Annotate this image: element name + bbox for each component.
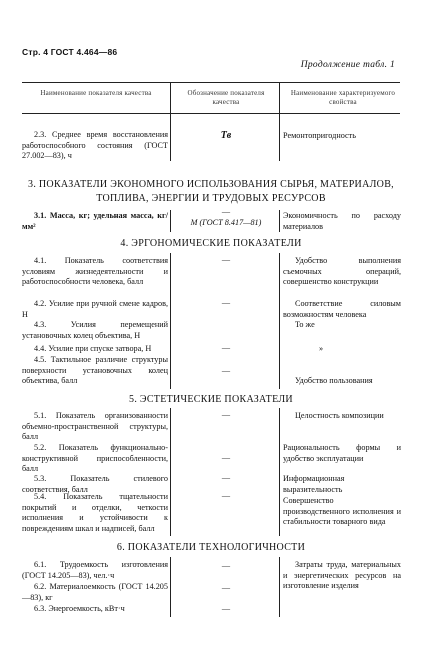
row-4-1-designation: — — [221, 255, 231, 264]
section-6-property: Затраты труда, материальных и энергетических ресурсов на изготовление изделия — [283, 560, 401, 591]
row-4-4-name: 4.4. Усилие при спуске затвора, Н — [34, 344, 152, 353]
row-4-2-designation: — — [221, 298, 231, 307]
section-3-title: 3. ПОКАЗАТЕЛИ ЭКОНОМНОГО ИСПОЛЬЗОВАНИЯ СЫРЬЯ, МАТЕРИАЛОВ, ТОПЛИВА, ЭНЕРГИИ И ТРУДОВЫХ РЕСУРСОВ — [28, 179, 394, 204]
row-5-1-name: 5.1. Показатель организованности объемно-пространственной структуры, балл — [22, 411, 168, 442]
column-divider — [279, 253, 280, 389]
column-divider — [170, 253, 171, 389]
row-4-3-property: То же — [295, 320, 315, 329]
column-header-designation: Обозначение показателя качества — [187, 89, 265, 106]
row-5-2-name: 5.2. Показатель функционально-конструктивной приспособленности, балл — [22, 443, 168, 474]
row-4-3-name: 4.3. Усилия перемещений установочных колец объектива, Н — [22, 320, 168, 340]
row-4-1-name: 4.1. Показатель соответствия условиям жизнедеятельности и работоспособности человека, балл — [22, 256, 168, 287]
column-divider — [279, 408, 280, 536]
column-divider — [170, 113, 171, 161]
row-2-3-property: Ремонтопригодность — [283, 131, 356, 140]
column-divider — [279, 557, 280, 617]
table-top-rule — [22, 82, 400, 83]
row-6-2-name: 6.2. Материалоемкость (ГОСТ 14.205—83), кг — [22, 582, 168, 602]
row-5-1-designation: — — [221, 410, 231, 419]
row-3-1-dash: — — [221, 207, 231, 216]
row-4-4-property: » — [319, 344, 324, 353]
row-5-2-designation: — — [221, 453, 231, 462]
section-6-title: 6. ПОКАЗАТЕЛИ ТЕХНОЛОГИЧНОСТИ — [116, 542, 306, 553]
column-header-property: Наименование характеризуемого свойства — [290, 89, 396, 106]
row-6-1-designation: — — [221, 561, 231, 570]
section-5-title: 5. ЭСТЕТИЧЕСКИЕ ПОКАЗАТЕЛИ — [129, 394, 293, 405]
row-5-4-property: Совершенство производственного исполнения и стабильности товарного вида — [283, 496, 401, 527]
row-4-4-designation: — — [221, 343, 231, 352]
row-6-1-name: 6.1. Трудоемкость изготовления (ГОСТ 14.205—83), чел.·ч — [22, 560, 168, 580]
row-5-1-property: Целостность композиции — [295, 411, 384, 420]
column-divider — [170, 82, 171, 113]
row-6-3-name: 6.3. Энергоемкость, кВт·ч — [34, 604, 125, 613]
row-5-3-designation: — — [221, 473, 231, 482]
column-divider — [170, 557, 171, 617]
page-header: Стр. 4 ГОСТ 4.464—86 — [22, 47, 118, 57]
row-5-4-name: 5.4. Показатель тщательности покрытий и отделки, четкости исполнения и устойчивости к повреждениям шкал и надписей, балл — [22, 492, 168, 534]
table-header-rule — [22, 113, 400, 114]
row-5-3-name: 5.3. Показатель стилевого соответствия, балл — [22, 474, 168, 494]
column-divider — [170, 210, 171, 232]
row-4-2-name: 4.2. Усилие при ручной смене кадров, Н — [22, 299, 168, 319]
column-divider — [279, 82, 280, 113]
row-3-1-designation: M (ГОСТ 8.417—81) — [190, 218, 262, 227]
row-4-2-property: Соответствие силовым возможностям человека — [283, 299, 401, 319]
row-4-5-property: Удобство пользования — [295, 376, 373, 385]
column-divider — [170, 408, 171, 536]
column-divider — [279, 113, 280, 161]
row-6-2-designation: — — [221, 583, 231, 592]
row-3-1-property: Экономичность по расходу материалов — [283, 211, 401, 231]
row-4-1-property: Удобство выполнения съемочных операций, совершенство конструкции — [283, 256, 401, 287]
row-5-3-property: Информационная выразительность — [283, 474, 345, 494]
column-divider — [279, 210, 280, 232]
row-5-2-property: Рациональность формы и удобство эксплуатации — [283, 443, 401, 463]
table-continuation-label: Продолжение табл. 1 — [300, 60, 395, 70]
row-5-4-designation: — — [221, 491, 231, 500]
row-4-5-name: 4.5. Тактильное различие структуры поверхности установочных колец объектива, балл — [22, 355, 168, 386]
row-2-3-name: 2.3. Среднее время восстановления работоспособного состояния (ГОСТ 27.002—83), ч — [22, 130, 168, 161]
row-2-3-designation: Tв — [220, 130, 232, 141]
column-header-name: Наименование показателя качества — [40, 89, 152, 97]
row-6-3-designation: — — [221, 604, 231, 613]
row-4-5-designation: — — [221, 366, 231, 375]
section-4-title: 4. ЭРГОНОМИЧЕСКИЕ ПОКАЗАТЕЛИ — [120, 238, 302, 249]
row-3-1-name: 3.1. Масса, кг; удельная масса, кг/мм² — [22, 211, 168, 231]
